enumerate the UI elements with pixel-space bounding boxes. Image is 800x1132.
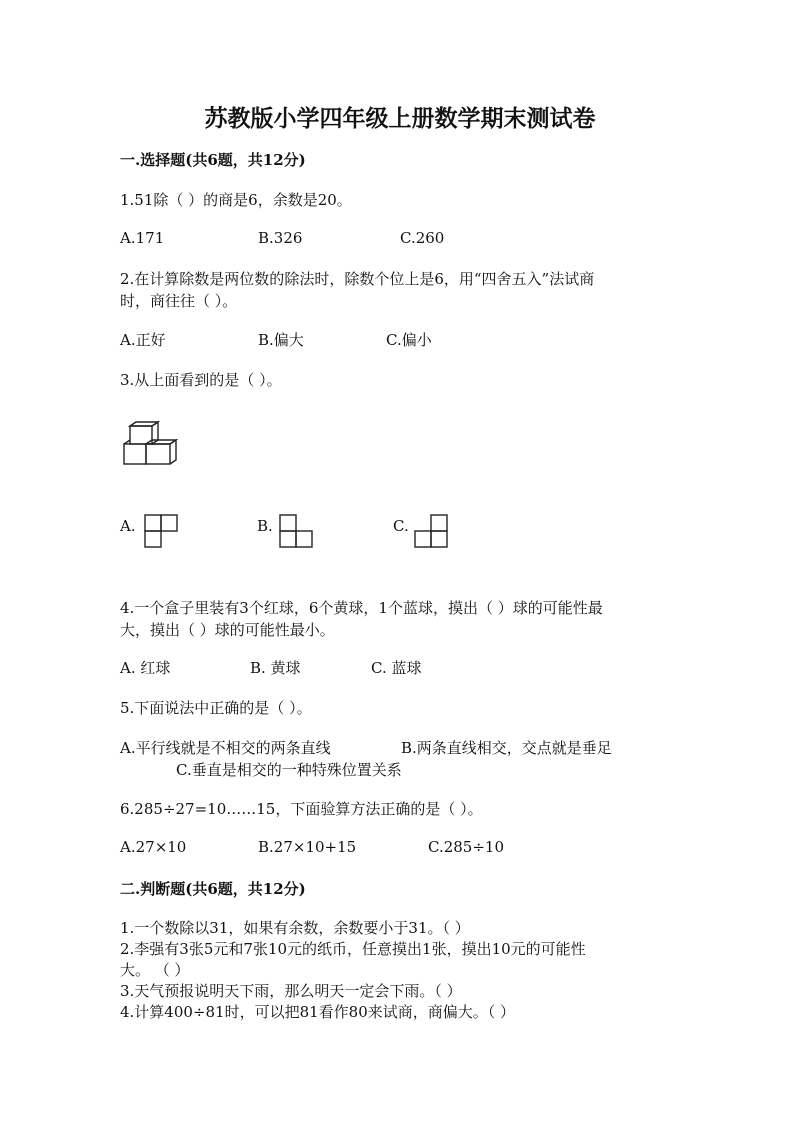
question-1-stem: 1.51除（ ）的商是6，余数是20。 (120, 191, 352, 209)
question-5-option-c: C.垂直是相交的一种特殊位置关系 (176, 761, 402, 779)
question-1-option-b: B.326 (258, 229, 303, 247)
question-1-option-c: C.260 (400, 229, 445, 247)
question-4-option-a: A. 红球 (120, 659, 171, 677)
judgement-item-1: 1.一个数除以31，如果有余数，余数要小于31。（ ） (120, 919, 470, 937)
question-2-stem-line-1: 2.在计算除数是两位数的除法时，除数个位上是6，用“四舍五入”法试商 (120, 270, 595, 288)
question-3-stem: 3.从上面看到的是（ ）。 (120, 371, 282, 389)
judgement-item-2-line-2: 大。 （ ） (120, 961, 190, 979)
question-4-option-b: B. 黄球 (250, 659, 301, 677)
question-6-option-a: A.27×10 (120, 838, 187, 856)
question-3-option-a: A. (120, 517, 136, 535)
question-4-option-c: C. 蓝球 (371, 659, 422, 677)
question-4-stem-line-2: 大，摸出（ ）球的可能性最小。 (120, 621, 335, 639)
question-3-option-b: B. (257, 517, 273, 535)
judgement-item-3: 3.天气预报说明天下雨，那么明天一定会下雨。（ ） (120, 982, 462, 1000)
question-5-stem: 5.下面说法中正确的是（ ）。 (120, 699, 312, 717)
judgement-item-4: 4.计算400÷81时，可以把81看作80来试商，商偏大。（ ） (120, 1003, 516, 1021)
question-5-option-b: B.两条直线相交，交点就是垂足 (401, 739, 612, 757)
question-6-option-c: C.285÷10 (428, 838, 504, 856)
question-2-stem-line-2: 时，商往往（ ）。 (120, 292, 238, 310)
option-b-squares-figure (279, 514, 313, 550)
judgement-item-2-line-1: 2.李强有3张5元和7张10元的纸币，任意摸出1张，摸出10元的可能性 (120, 940, 586, 958)
option-c-squares-figure (414, 514, 448, 550)
page-title: 苏教版小学四年级上册数学期末测试卷 (204, 105, 596, 132)
question-4-stem-line-1: 4.一个盒子里装有3个红球，6个黄球，1个蓝球，摸出（ ）球的可能性最 (120, 599, 603, 617)
question-2-option-c: C.偏小 (386, 331, 432, 349)
section-2-heading: 二.判断题(共6题，共12分) (120, 880, 306, 898)
question-1-option-a: A.171 (120, 229, 165, 247)
option-a-squares-figure (144, 514, 178, 550)
question-5-option-a: A.平行线就是不相交的两条直线 (120, 739, 331, 757)
question-6-option-b: B.27×10+15 (258, 838, 357, 856)
question-3-option-c: C. (393, 517, 409, 535)
question-2-option-b: B.偏大 (258, 331, 304, 349)
section-1-heading: 一.选择题(共6题，共12分) (120, 151, 306, 169)
stacked-cubes-figure (118, 420, 184, 468)
question-2-option-a: A.正好 (120, 331, 166, 349)
question-6-stem: 6.285÷27=10……15，下面验算方法正确的是（ ）。 (120, 800, 483, 818)
